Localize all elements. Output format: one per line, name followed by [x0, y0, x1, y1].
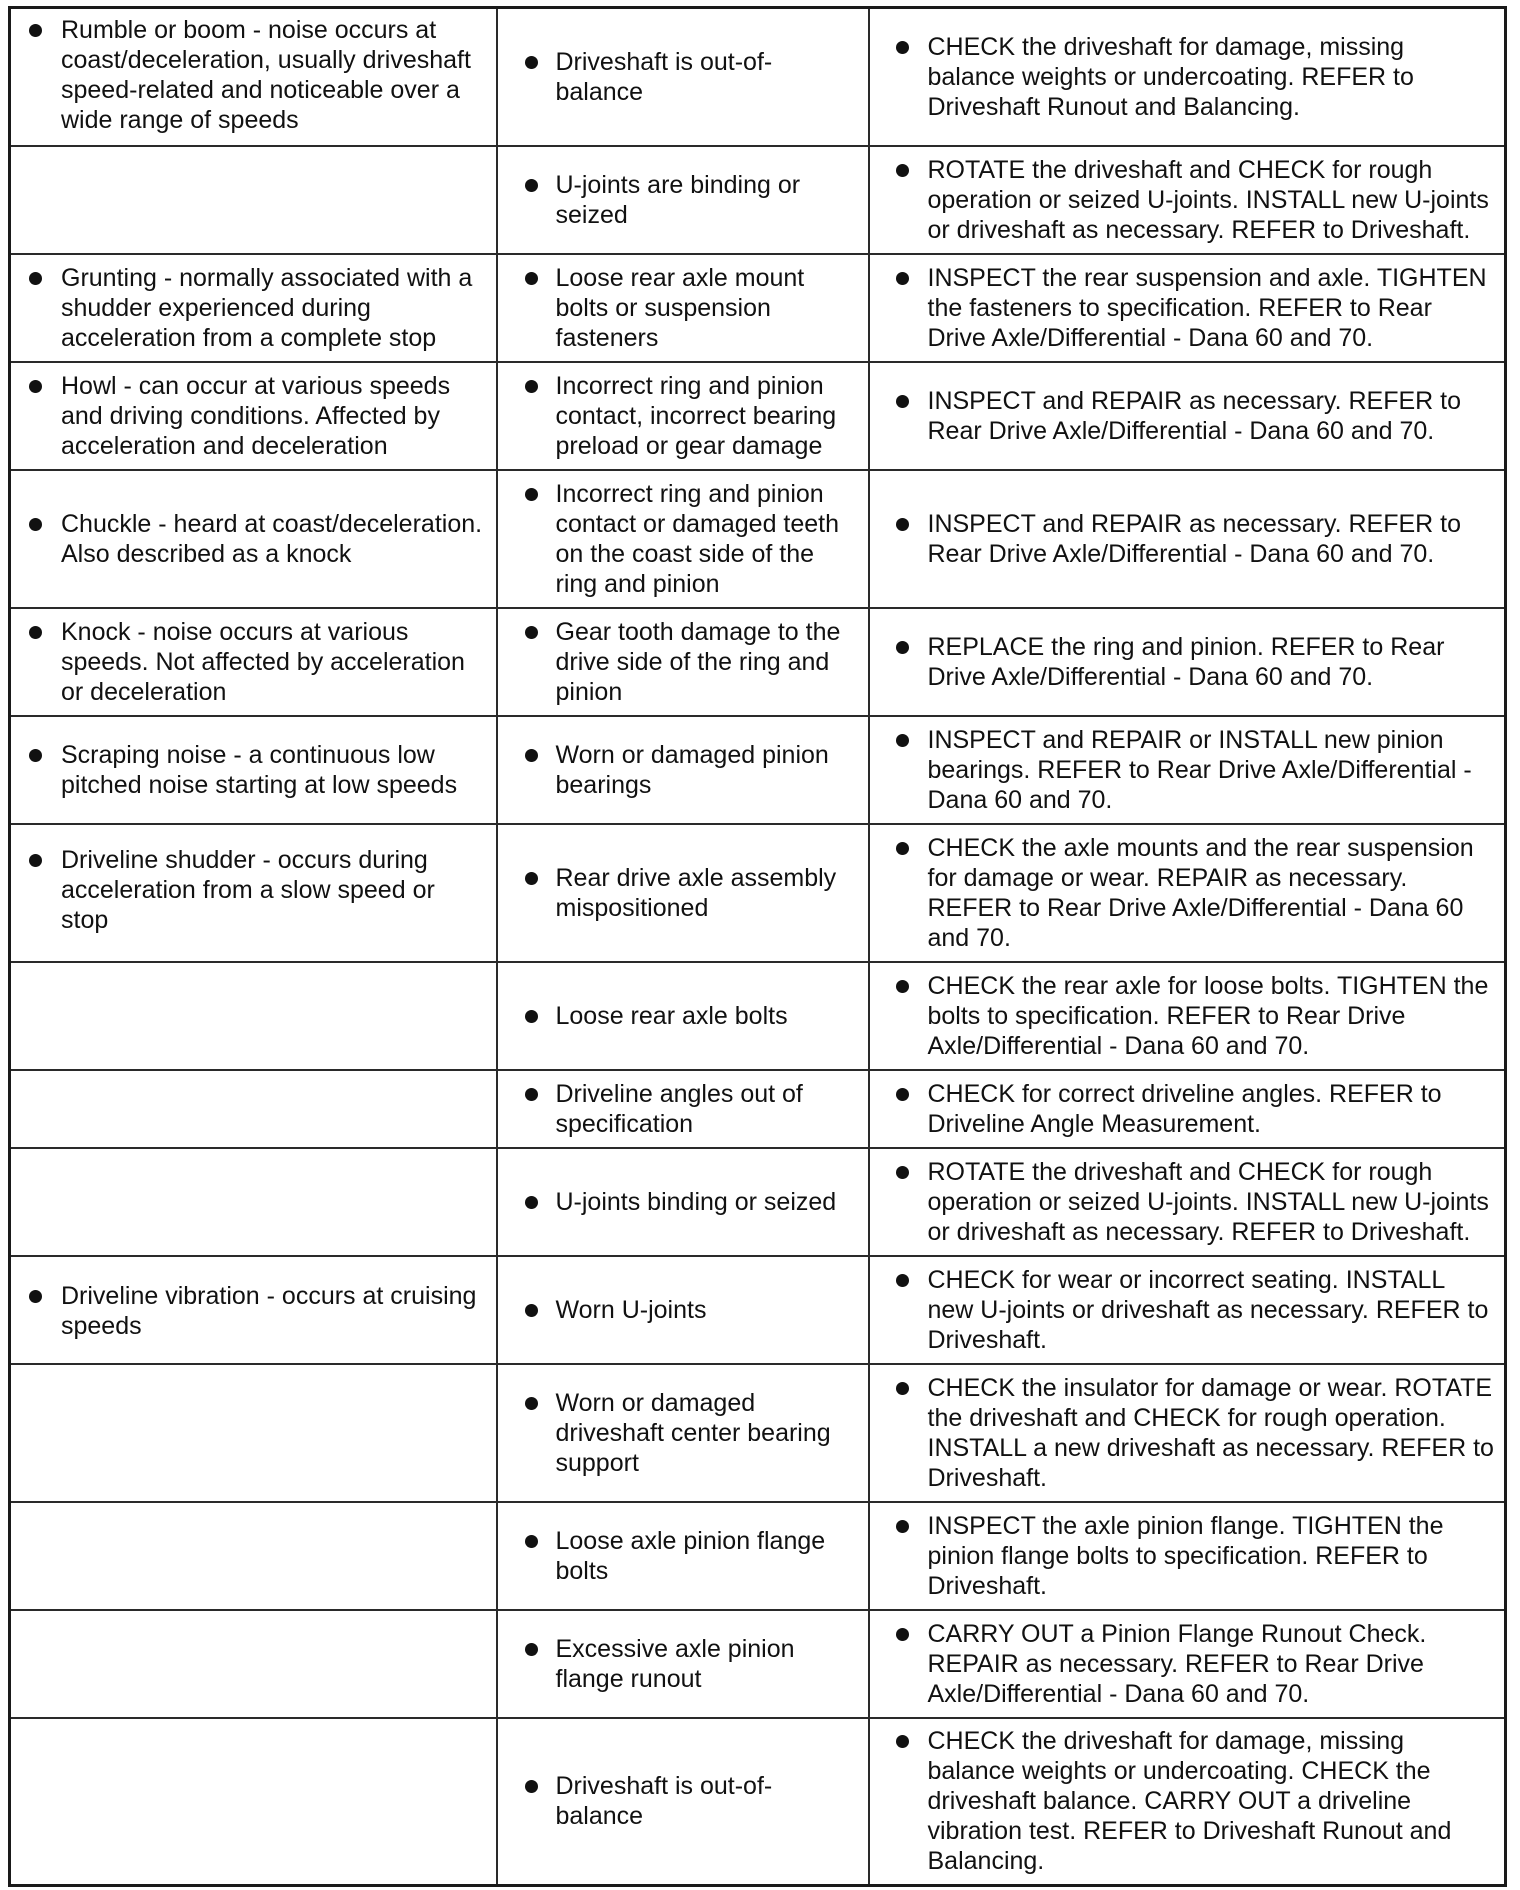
- condition-text: Driveline vibration - occurs at cruising speeds: [21, 1281, 486, 1341]
- cause-cell: [497, 362, 869, 470]
- action-text: INSPECT and REPAIR as necessary. REFER to Rear Drive Axle/Differential - Dana 60 and 70.: [880, 386, 1495, 446]
- action-cell: [869, 1502, 1506, 1610]
- condition-text: Howl - can occur at various speeds and driving conditions. Affected by acceleration and deceleration: [21, 371, 486, 461]
- cause-text: Loose axle pinion flange bolts: [508, 1526, 858, 1586]
- condition-cell: [10, 1070, 497, 1148]
- condition-cell: [10, 608, 497, 716]
- cause-text: Rear drive axle assembly mispositioned: [508, 863, 858, 923]
- condition-cell: [10, 1502, 497, 1610]
- table-row: [10, 608, 1506, 716]
- condition-cell: [10, 8, 497, 146]
- condition-cell: [10, 254, 497, 362]
- diagnostic-document: [8, 6, 1504, 1887]
- action-cell: [869, 1256, 1506, 1364]
- action-cell: [869, 362, 1506, 470]
- table-row: [10, 1364, 1506, 1502]
- cause-text: Incorrect ring and pinion contact, incorrect bearing preload or gear damage: [508, 371, 858, 461]
- cause-text: Loose rear axle mount bolts or suspension fasteners: [508, 263, 858, 353]
- cause-text: Driveline angles out of specification: [508, 1079, 858, 1139]
- action-cell: [869, 470, 1506, 608]
- cause-text: Excessive axle pinion flange runout: [508, 1634, 858, 1694]
- table-row: [10, 1502, 1506, 1610]
- condition-text: Grunting - normally associated with a shudder experienced during acceleration from a complete stop: [21, 263, 486, 353]
- cause-cell: [497, 254, 869, 362]
- condition-text: Knock - noise occurs at various speeds. Not affected by acceleration or deceleration: [21, 617, 486, 707]
- action-text: CHECK the insulator for damage or wear. ROTATE the driveshaft and CHECK for rough operation. INSTALL a new driveshaft as necessary. REFER to Driveshaft.: [880, 1373, 1495, 1493]
- action-cell: [869, 962, 1506, 1070]
- table-row: [10, 716, 1506, 824]
- cause-text: Loose rear axle bolts: [508, 1001, 858, 1031]
- cause-cell: [497, 1610, 869, 1718]
- cause-text: Incorrect ring and pinion contact or damaged teeth on the coast side of the ring and pinion: [508, 479, 858, 599]
- action-cell: [869, 824, 1506, 962]
- condition-cell: [10, 470, 497, 608]
- cause-text: Gear tooth damage to the drive side of the ring and pinion: [508, 617, 858, 707]
- cause-cell: [497, 1718, 869, 1886]
- table-row: [10, 824, 1506, 962]
- action-text: CHECK for correct driveline angles. REFER to Driveline Angle Measurement.: [880, 1079, 1495, 1139]
- cause-text: Driveshaft is out-of-balance: [508, 47, 858, 107]
- cause-cell: [497, 824, 869, 962]
- action-cell: [869, 1718, 1506, 1886]
- cause-cell: [497, 1256, 869, 1364]
- cause-text: Worn U-joints: [508, 1295, 858, 1325]
- condition-cell: [10, 1148, 497, 1256]
- condition-cell: [10, 716, 497, 824]
- action-cell: [869, 1070, 1506, 1148]
- action-text: ROTATE the driveshaft and CHECK for rough operation or seized U-joints. INSTALL new U-joints or driveshaft as necessary. REFER to Driveshaft.: [880, 155, 1495, 245]
- cause-cell: [497, 1364, 869, 1502]
- action-text: REPLACE the ring and pinion. REFER to Rear Drive Axle/Differential - Dana 60 and 70.: [880, 632, 1495, 692]
- action-text: CHECK the driveshaft for damage, missing balance weights or undercoating. CHECK the driveshaft balance. CARRY OUT a driveline vibration test. REFER to Driveshaft Runout and Balancing.: [880, 1726, 1495, 1876]
- action-text: INSPECT the axle pinion flange. TIGHTEN the pinion flange bolts to specification. REFER to Driveshaft.: [880, 1511, 1495, 1601]
- action-text: CHECK for wear or incorrect seating. INSTALL new U-joints or driveshaft as necessary. REFER to Driveshaft.: [880, 1265, 1495, 1355]
- condition-cell: [10, 1718, 497, 1886]
- condition-cell: [10, 962, 497, 1070]
- cause-cell: [497, 716, 869, 824]
- cause-text: U-joints are binding or seized: [508, 170, 858, 230]
- action-text: INSPECT the rear suspension and axle. TIGHTEN the fasteners to specification. REFER to Rear Drive Axle/Differential - Dana 60 and 70.: [880, 263, 1495, 353]
- table-row: [10, 254, 1506, 362]
- cause-cell: [497, 1070, 869, 1148]
- cause-cell: [497, 1148, 869, 1256]
- condition-cell: [10, 824, 497, 962]
- table-row: [10, 1070, 1506, 1148]
- action-cell: [869, 1364, 1506, 1502]
- condition-cell: [10, 1610, 497, 1718]
- action-text: INSPECT and REPAIR as necessary. REFER to Rear Drive Axle/Differential - Dana 60 and 70.: [880, 509, 1495, 569]
- action-cell: [869, 146, 1506, 254]
- condition-text: Chuckle - heard at coast/deceleration. Also described as a knock: [21, 509, 486, 569]
- action-cell: [869, 716, 1506, 824]
- action-cell: [869, 608, 1506, 716]
- action-text: CHECK the rear axle for loose bolts. TIGHTEN the bolts to specification. REFER to Rear Drive Axle/Differential - Dana 60 and 70.: [880, 971, 1495, 1061]
- condition-text: Driveline shudder - occurs during acceleration from a slow speed or stop: [21, 845, 486, 935]
- action-text: CHECK the axle mounts and the rear suspension for damage or wear. REPAIR as necessary. REFER to Rear Drive Axle/Differential - Dana 60 and 70.: [880, 833, 1495, 953]
- condition-text: Rumble or boom - noise occurs at coast/deceleration, usually driveshaft speed-related and noticeable over a wide range of speeds: [21, 15, 486, 135]
- condition-text: Scraping noise - a continuous low pitched noise starting at low speeds: [21, 740, 486, 800]
- table-row: [10, 1256, 1506, 1364]
- cause-cell: [497, 1502, 869, 1610]
- action-cell: [869, 8, 1506, 146]
- action-text: CARRY OUT a Pinion Flange Runout Check. REPAIR as necessary. REFER to Rear Drive Axle/Differential - Dana 60 and 70.: [880, 1619, 1495, 1709]
- cause-cell: [497, 962, 869, 1070]
- action-cell: [869, 1610, 1506, 1718]
- cause-text: U-joints binding or seized: [508, 1187, 858, 1217]
- action-text: CHECK the driveshaft for damage, missing balance weights or undercoating. REFER to Driveshaft Runout and Balancing.: [880, 32, 1495, 122]
- table-body: [10, 8, 1506, 1886]
- condition-cell: [10, 1256, 497, 1364]
- table-row: [10, 470, 1506, 608]
- table-row: [10, 962, 1506, 1070]
- table-row: [10, 1718, 1506, 1886]
- condition-cell: [10, 146, 497, 254]
- table-row: [10, 146, 1506, 254]
- table-row: [10, 8, 1506, 146]
- table-row: [10, 1610, 1506, 1718]
- cause-text: Driveshaft is out-of-balance: [508, 1771, 858, 1831]
- table-row: [10, 1148, 1506, 1256]
- condition-cell: [10, 362, 497, 470]
- symptom-chart-table: [8, 6, 1507, 1887]
- action-cell: [869, 1148, 1506, 1256]
- cause-cell: [497, 470, 869, 608]
- action-text: ROTATE the driveshaft and CHECK for rough operation or seized U-joints. INSTALL new U-joints or driveshaft as necessary. REFER to Driveshaft.: [880, 1157, 1495, 1247]
- cause-cell: [497, 8, 869, 146]
- cause-cell: [497, 146, 869, 254]
- action-text: INSPECT and REPAIR or INSTALL new pinion bearings. REFER to Rear Drive Axle/Differential - Dana 60 and 70.: [880, 725, 1495, 815]
- condition-cell: [10, 1364, 497, 1502]
- cause-text: Worn or damaged pinion bearings: [508, 740, 858, 800]
- action-cell: [869, 254, 1506, 362]
- cause-cell: [497, 608, 869, 716]
- table-row: [10, 362, 1506, 470]
- cause-text: Worn or damaged driveshaft center bearing support: [508, 1388, 858, 1478]
